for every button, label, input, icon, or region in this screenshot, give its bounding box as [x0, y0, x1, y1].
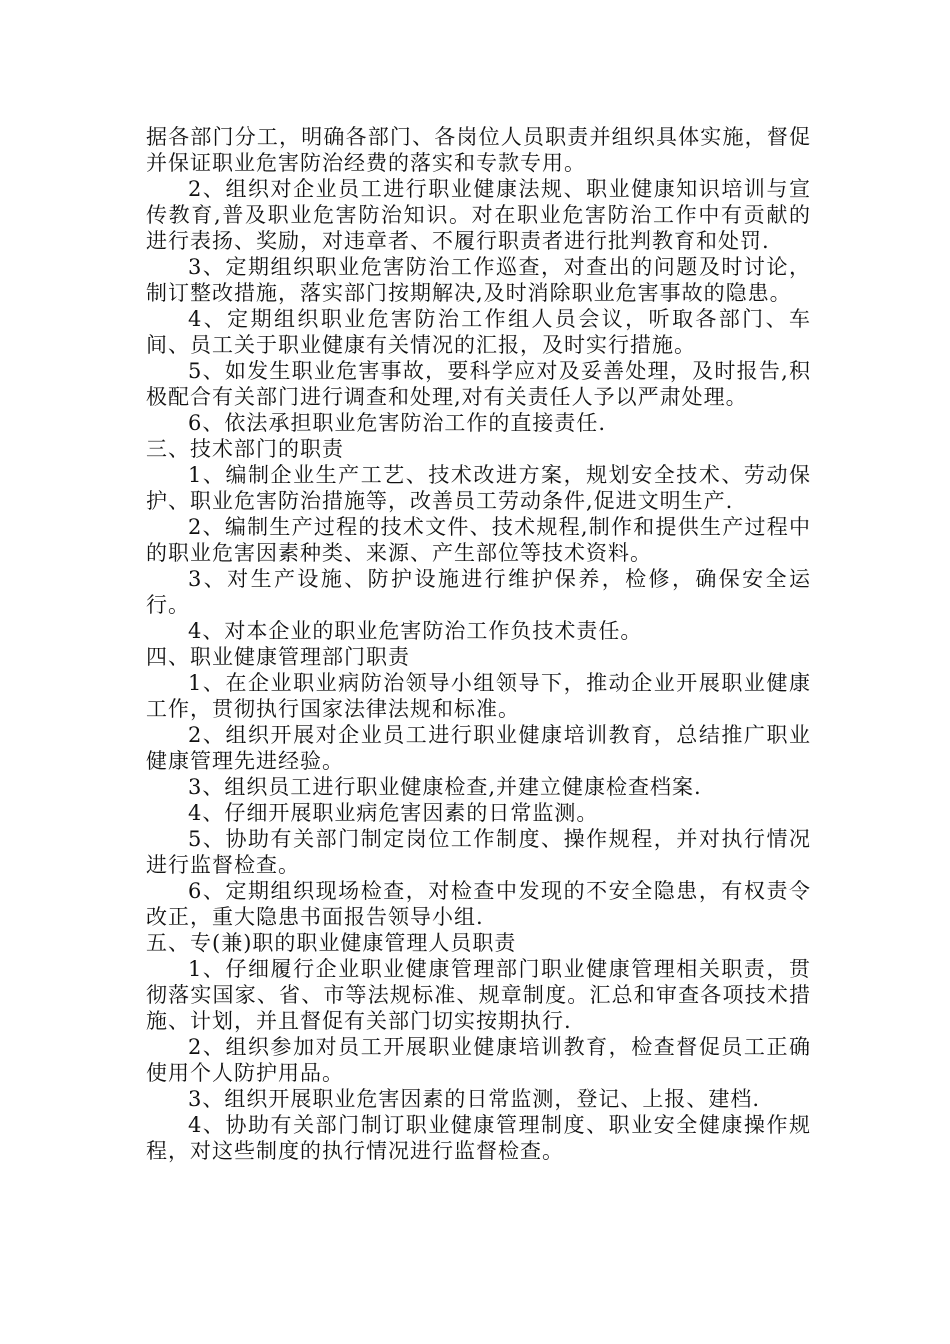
section-heading: 三、技术部门的职责 — [146, 437, 344, 461]
list-item: 5、如发生职业危害事故，要科学应对及妥善处理，及时报告,积极配合有关部门进行调查和处理,对有关责任人予以严肃处理。 — [146, 359, 811, 409]
list-item: 6、依法承担职业危害防治工作的直接责任. — [188, 411, 607, 435]
list-item: 4、定期组织职业危害防治工作组人员会议，听取各部门、车间、员工关于职业健康有关情况的汇报，及时实行措施。 — [146, 307, 811, 357]
list-item: 1、仔细履行企业职业健康管理部门职业健康管理相关职责，贯彻落实国家、省、市等法规标准、规章制度。汇总和审查各项技术措施、计划，并且督促有关部门切实按期执行. — [146, 957, 811, 1033]
list-item: 5、协助有关部门制定岗位工作制度、操作规程，并对执行情况进行监督检查。 — [146, 827, 811, 877]
list-item: 6、定期组织现场检查，对检查中发现的不安全隐患，有权责令改正，重大隐患书面报告领导小组. — [146, 879, 811, 929]
list-item: 3、组织开展职业危害因素的日常监测，登记、上报、建档. — [188, 1087, 761, 1111]
list-item: 1、编制企业生产工艺、技术改进方案，规划安全技术、劳动保护、职业危害防治措施等，改善员工劳动条件,促进文明生产. — [146, 463, 811, 513]
list-item: 4、协助有关部门制订职业健康管理制度、职业安全健康操作规程，对这些制度的执行情况进行监督检查。 — [146, 1113, 811, 1163]
list-item: 2、组织对企业员工进行职业健康法规、职业健康知识培训与宣传教育,普及职业危害防治知识。对在职业危害防治工作中有贡献的进行表扬、奖励，对违章者、不履行职责者进行批判教育和处罚. — [146, 177, 811, 253]
list-item: 2、组织开展对企业员工进行职业健康培训教育，总结推广职业健康管理先进经验。 — [146, 723, 811, 773]
document-body — [146, 124, 811, 1164]
list-item: 3、定期组织职业危害防治工作巡查，对查出的问题及时讨论，制订整改措施，落实部门按期解决,及时消除职业危害事故的隐患。 — [146, 255, 811, 305]
list-item: 3、组织员工进行职业健康检查,并建立健康检查档案. — [188, 775, 702, 799]
list-item: 2、编制生产过程的技术文件、技术规程,制作和提供生产过程中的职业危害因素种类、来源、产生部位等技术资料。 — [146, 515, 811, 565]
list-item: 4、仔细开展职业病危害因素的日常监测。 — [188, 801, 599, 825]
list-item: 3、对生产设施、防护设施进行维护保养，检修，确保安全运行。 — [146, 567, 811, 617]
section-heading: 五、专(兼)职的职业健康管理人员职责 — [146, 931, 517, 955]
list-item: 4、对本企业的职业危害防治工作负技术责任。 — [188, 619, 643, 643]
paragraph-continuation: 据各部门分工，明确各部门、各岗位人员职责并组织具体实施，督促并保证职业危害防治经费的落实和专款专用。 — [146, 125, 811, 175]
list-item: 2、组织参加对员工开展职业健康培训教育，检查督促员工正确使用个人防护用品。 — [146, 1035, 811, 1085]
list-item: 1、在企业职业病防治领导小组领导下，推动企业开展职业健康工作，贯彻执行国家法律法规和标准。 — [146, 671, 811, 721]
section-heading: 四、职业健康管理部门职责 — [146, 645, 410, 669]
